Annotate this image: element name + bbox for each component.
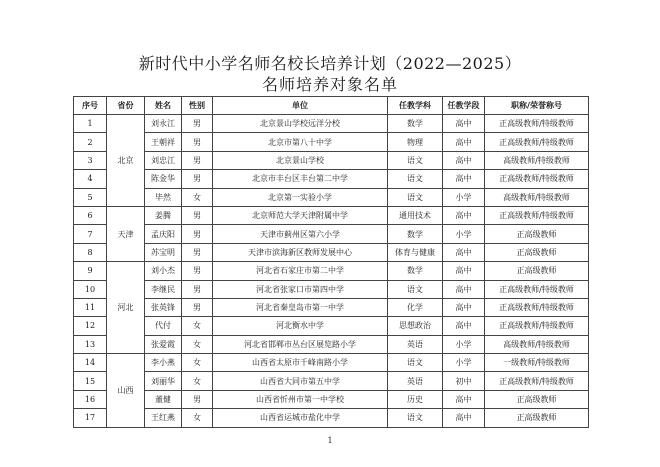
- table-row: [74, 206, 589, 224]
- cell-gender: 女: [182, 188, 213, 206]
- cell-subject: 历史: [388, 390, 443, 408]
- cell-name: 毕然: [145, 188, 182, 206]
- cell-stage: 高中: [443, 390, 485, 408]
- cell-seq: 17: [74, 409, 107, 427]
- cell-subject: 物理: [388, 133, 443, 151]
- header-stage: 任教学段: [443, 97, 485, 115]
- roster-table: [73, 96, 589, 428]
- cell-title: 正高级教师: [485, 390, 589, 408]
- cell-subject: 语文: [388, 409, 443, 427]
- cell-seq: 11: [74, 298, 107, 316]
- cell-unit: 山西省大同市第五中学: [213, 372, 388, 390]
- table-row: [74, 243, 589, 261]
- cell-gender: 男: [182, 206, 213, 224]
- cell-seq: 14: [74, 354, 107, 372]
- cell-unit: 北京第一实验小学: [213, 188, 388, 206]
- cell-seq: 15: [74, 372, 107, 390]
- cell-unit: 天津市蓟州区第六小学: [213, 225, 388, 243]
- table-row: [74, 298, 589, 316]
- cell-subject: 思想政治: [388, 317, 443, 335]
- cell-name: 刘永江: [145, 115, 182, 133]
- cell-gender: 男: [182, 262, 213, 280]
- cell-gender: 女: [182, 354, 213, 372]
- cell-name: 姜腾: [145, 206, 182, 224]
- cell-subject: 语文: [388, 354, 443, 372]
- cell-title: 正高级教师/特级教师: [485, 170, 589, 188]
- cell-seq: 4: [74, 170, 107, 188]
- cell-stage: 高中: [443, 206, 485, 224]
- table-row: [74, 262, 589, 280]
- document-subtitle: 名师培养对象名单: [261, 75, 398, 94]
- cell-province: 天津: [107, 206, 145, 261]
- cell-stage: 高中: [443, 133, 485, 151]
- table-body: [74, 115, 589, 428]
- header-seq: 序号: [74, 97, 107, 115]
- cell-subject: 语文: [388, 188, 443, 206]
- cell-unit: 北京景山学校: [213, 151, 388, 169]
- cell-stage: 高中: [443, 115, 485, 133]
- cell-title: 正高级教师: [485, 409, 589, 427]
- cell-seq: 9: [74, 262, 107, 280]
- cell-gender: 男: [182, 280, 213, 298]
- cell-gender: 男: [182, 170, 213, 188]
- cell-title: 正高级教师/特级教师: [485, 133, 589, 151]
- cell-gender: 男: [182, 390, 213, 408]
- cell-stage: 高中: [443, 151, 485, 169]
- header-gender: 性别: [182, 97, 213, 115]
- cell-stage: 小学: [443, 188, 485, 206]
- cell-gender: 男: [182, 225, 213, 243]
- header-name: 姓名: [145, 97, 182, 115]
- cell-name: 代付: [145, 317, 182, 335]
- table-row: [74, 317, 589, 335]
- cell-seq: 1: [74, 115, 107, 133]
- cell-subject: 英语: [388, 335, 443, 353]
- cell-unit: 北京市丰台区丰台第二中学: [213, 170, 388, 188]
- cell-gender: 男: [182, 298, 213, 316]
- table-row: [74, 115, 589, 133]
- cell-name: 苏宝明: [145, 243, 182, 261]
- cell-unit: 河北衡水中学: [213, 317, 388, 335]
- cell-unit: 北京市第八十中学: [213, 133, 388, 151]
- cell-stage: 小学: [443, 225, 485, 243]
- cell-name: 刘丽华: [145, 372, 182, 390]
- cell-title: 正高级教师/特级教师: [485, 298, 589, 316]
- cell-title: 正高级教师/特级教师: [485, 317, 589, 335]
- table-row: [74, 354, 589, 372]
- cell-seq: 12: [74, 317, 107, 335]
- cell-unit: 河北省石家庄市第二中学: [213, 262, 388, 280]
- table-row: [74, 188, 589, 206]
- cell-gender: 男: [182, 115, 213, 133]
- cell-gender: 男: [182, 151, 213, 169]
- table-row: [74, 409, 589, 427]
- header-province: 省份: [107, 97, 145, 115]
- cell-subject: 化学: [388, 298, 443, 316]
- cell-stage: 高中: [443, 243, 485, 261]
- cell-name: 刘小杰: [145, 262, 182, 280]
- table-row: [74, 280, 589, 298]
- cell-name: 李继民: [145, 280, 182, 298]
- cell-seq: 10: [74, 280, 107, 298]
- cell-unit: 北京景山学校远洋分校: [213, 115, 388, 133]
- cell-unit: 河北省邯郸市丛台区展览路小学: [213, 335, 388, 353]
- cell-seq: 7: [74, 225, 107, 243]
- cell-unit: 山西省运城市盐化中学: [213, 409, 388, 427]
- cell-unit: 北京师范大学天津附属中学: [213, 206, 388, 224]
- cell-stage: 小学: [443, 354, 485, 372]
- cell-subject: 通用技术: [388, 206, 443, 224]
- cell-title: 正高级教师/特级教师: [485, 115, 589, 133]
- header-unit: 单位: [213, 97, 388, 115]
- cell-gender: 男: [182, 133, 213, 151]
- cell-gender: 女: [182, 372, 213, 390]
- cell-seq: 13: [74, 335, 107, 353]
- cell-subject: 语文: [388, 170, 443, 188]
- cell-stage: 高中: [443, 280, 485, 298]
- cell-name: 张爱霞: [145, 335, 182, 353]
- cell-title: 正高级教师: [485, 262, 589, 280]
- cell-unit: 山西省太原市千峰南路小学: [213, 354, 388, 372]
- cell-province: 山西: [107, 354, 145, 428]
- cell-seq: 3: [74, 151, 107, 169]
- cell-stage: 高中: [443, 262, 485, 280]
- cell-name: 李小燕: [145, 354, 182, 372]
- cell-title: 正高级教师/特级教师: [485, 280, 589, 298]
- cell-unit: 山西省忻州市第一中学校: [213, 390, 388, 408]
- cell-name: 王红燕: [145, 409, 182, 427]
- cell-subject: 体育与健康: [388, 243, 443, 261]
- cell-name: 刘忠江: [145, 151, 182, 169]
- table-header-row: [74, 97, 589, 115]
- cell-subject: 语文: [388, 280, 443, 298]
- table-row: [74, 133, 589, 151]
- cell-seq: 6: [74, 206, 107, 224]
- cell-unit: 河北省秦皇岛市第一中学: [213, 298, 388, 316]
- cell-title: 高级教师/特级教师: [485, 188, 589, 206]
- cell-name: 王朝祥: [145, 133, 182, 151]
- page-number: 1: [327, 436, 333, 445]
- table-row: [74, 372, 589, 390]
- cell-name: 董健: [145, 390, 182, 408]
- table-row: [74, 390, 589, 408]
- cell-province: 北京: [107, 115, 145, 207]
- cell-gender: 女: [182, 317, 213, 335]
- cell-stage: 高中: [443, 170, 485, 188]
- cell-gender: 男: [182, 243, 213, 261]
- cell-title: 一级教师/特级教师: [485, 354, 589, 372]
- table-row: [74, 170, 589, 188]
- cell-stage: 初中: [443, 372, 485, 390]
- cell-subject: 英语: [388, 372, 443, 390]
- cell-subject: 数学: [388, 262, 443, 280]
- cell-name: 陈金华: [145, 170, 182, 188]
- cell-stage: 小学: [443, 335, 485, 353]
- cell-name: 张英锋: [145, 298, 182, 316]
- header-subject: 任教学科: [388, 97, 443, 115]
- cell-seq: 16: [74, 390, 107, 408]
- cell-gender: 女: [182, 409, 213, 427]
- cell-seq: 2: [74, 133, 107, 151]
- cell-unit: 河北省张家口市第四中学: [213, 280, 388, 298]
- cell-subject: 数学: [388, 115, 443, 133]
- cell-gender: 女: [182, 335, 213, 353]
- cell-title: 正高级教师/特级教师: [485, 372, 589, 390]
- cell-title: 正高级教师: [485, 243, 589, 261]
- table-row: [74, 335, 589, 353]
- cell-province: 河北: [107, 262, 145, 354]
- cell-subject: 数学: [388, 225, 443, 243]
- cell-unit: 天津市滨海新区教师发展中心: [213, 243, 388, 261]
- cell-title: 正高级教师/特级教师: [485, 206, 589, 224]
- cell-stage: 高中: [443, 317, 485, 335]
- cell-stage: 高中: [443, 409, 485, 427]
- cell-seq: 5: [74, 188, 107, 206]
- cell-title: 正高级教师: [485, 225, 589, 243]
- header-title: 职称/荣誉称号: [485, 97, 589, 115]
- document-title: 新时代中小学名师名校长培养计划（2022—2025）: [138, 54, 522, 73]
- cell-name: 孟庆阳: [145, 225, 182, 243]
- cell-seq: 8: [74, 243, 107, 261]
- cell-title: 高级教师/特级教师: [485, 335, 589, 353]
- table-row: [74, 151, 589, 169]
- cell-subject: 语文: [388, 151, 443, 169]
- cell-title: 高级教师/特级教师: [485, 151, 589, 169]
- table-row: [74, 225, 589, 243]
- cell-stage: 高中: [443, 298, 485, 316]
